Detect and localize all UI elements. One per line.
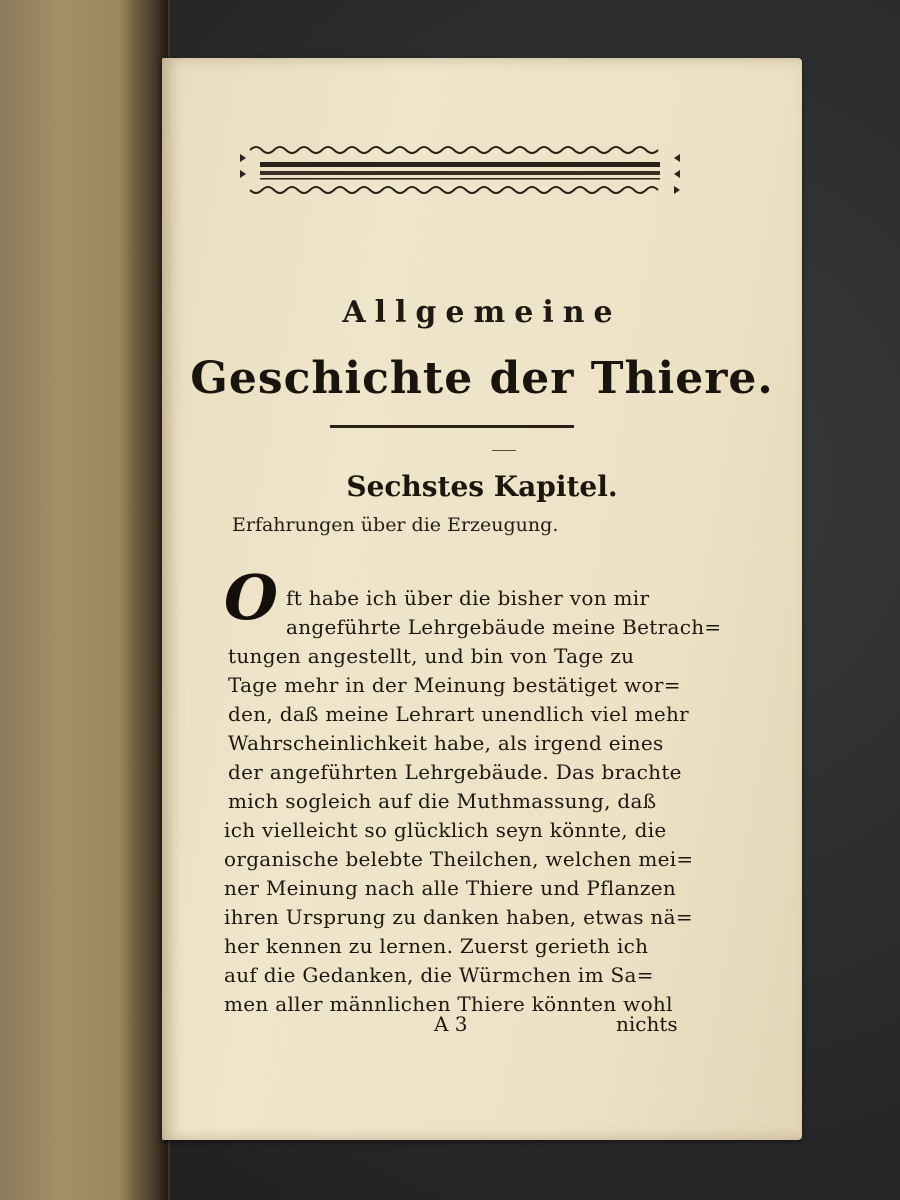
- catchword: nichts: [616, 1012, 678, 1036]
- book-page: [162, 58, 802, 1140]
- signature-mark: A 3: [434, 1012, 468, 1036]
- text-line: angeführte Lehrgebäude meine Betrach=: [286, 615, 722, 639]
- text-line: Wahrscheinlichkeit habe, als irgend eines: [228, 731, 664, 755]
- text-line: der angeführten Lehrgebäude. Das brachte: [228, 760, 682, 784]
- book-title-line-2: Geschichte der Thiere.: [190, 353, 774, 404]
- drop-cap: O: [224, 561, 279, 634]
- text-line: tungen angestellt, und bin von Tage zu: [228, 644, 635, 668]
- text-line: organische belebte Theilchen, welchen mei=: [224, 847, 694, 871]
- text-line: Tage mehr in der Meinung bestätiget wor=: [228, 673, 681, 697]
- decorative-border-icon: [240, 140, 680, 200]
- chapter-subtitle: Erfahrungen über die Erzeugung.: [232, 514, 559, 536]
- text-line: ich vielleicht so glücklich seyn könnte, die: [224, 818, 667, 842]
- chapter-heading: Sechstes Kapitel.: [346, 470, 618, 503]
- book-title-line-1: Allgemeine: [342, 295, 622, 330]
- small-divider: [492, 450, 516, 451]
- text-line: den, daß meine Lehrart unendlich viel mehr: [228, 702, 690, 726]
- text-line: auf die Gedanken, die Würmchen im Sa=: [224, 963, 654, 987]
- book-spine-shadow: [120, 0, 168, 1200]
- text-line: mich sogleich auf die Muthmassung, daß: [228, 789, 657, 813]
- text-line: men aller männlichen Thiere könnten wohl: [224, 992, 673, 1016]
- text-line: ft habe ich über die bisher von mir: [286, 586, 650, 610]
- text-line: her kennen zu lernen. Zuerst gerieth ich: [224, 934, 649, 958]
- text-line: ihren Ursprung zu danken haben, etwas nä=: [224, 905, 693, 929]
- title-divider: [330, 425, 574, 428]
- text-line: ner Meinung nach alle Thiere und Pflanzen: [224, 876, 677, 900]
